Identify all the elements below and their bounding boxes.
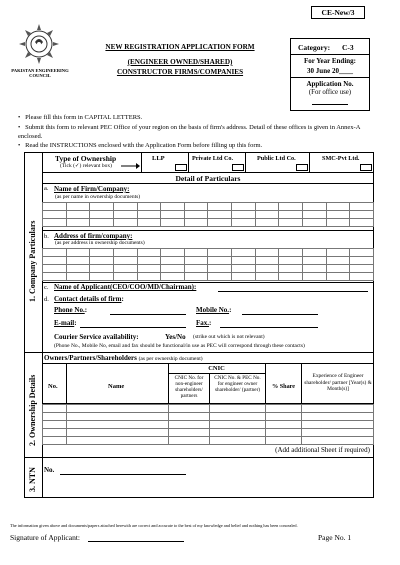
item-b-top	[42, 230, 374, 231]
owners-heading-bottom	[42, 363, 374, 364]
ownership-col-sep-1	[188, 152, 189, 173]
signature-label: Signature of Applicant:	[10, 533, 80, 542]
signature-field[interactable]	[88, 541, 184, 542]
contact-note: (Phone No., Mobile No, email and fax should be functional/in use as PEC will correspond through these contacts)	[54, 343, 305, 349]
page-number: Page No. 1	[318, 533, 352, 542]
tick-note: (Tick (✓) relevant box)	[60, 163, 112, 169]
detail-heading-bottom	[42, 183, 374, 184]
col-name-header: Name	[108, 383, 125, 390]
instruction-1: • Please fill this form in CAPITAL LETTERS.	[18, 114, 143, 121]
option-private-ltd: Private Ltd Co.	[192, 155, 234, 162]
form-subtitle-2: CONSTRUCTOR FIRMS/COMPANIES	[116, 68, 244, 76]
col-share-header: % Share	[271, 383, 296, 390]
ntn-field[interactable]	[60, 474, 186, 475]
col-no-header: No.	[48, 383, 58, 390]
cnic-heading-bottom	[168, 373, 265, 374]
form-title: NEW REGISTRATION APPLICATION FORM	[105, 43, 255, 51]
applicant-name-label: Name of Applicant(CEO/COO/MD/Chairman):	[54, 283, 197, 291]
ownership-col-sep-2	[245, 152, 246, 173]
section-3-label: 3. NTN	[28, 467, 37, 492]
llp-checkbox[interactable]	[175, 164, 187, 171]
office-use-note: (For office use)	[308, 89, 352, 96]
contact-details-label: Contact details of firm:	[54, 295, 124, 303]
ownership-row-bottom	[42, 172, 374, 173]
mobile-label: Mobile No.:	[196, 306, 232, 314]
courier-value[interactable]: Yes/No	[165, 333, 186, 341]
ownership-arrow-icon	[120, 161, 140, 171]
year-label: For Year Ending:	[304, 57, 356, 65]
declaration-text: The information given above and documents/papers attached herewith are correct and accurate to the best of my knowledge and belief and nothing has been concealed.	[10, 523, 298, 528]
smc-pvt-checkbox[interactable]	[360, 164, 372, 171]
option-smc-pvt: SMC-Pvt Ltd.	[322, 155, 360, 162]
phone-field[interactable]	[110, 314, 186, 315]
firm-name-grid[interactable]	[42, 202, 374, 227]
applicant-name-field[interactable]	[218, 291, 368, 292]
instruction-3: • Read the INSTRUCTIONS enclosed with the Application Form before filling up this form.	[18, 142, 263, 149]
address-note: (as per address in ownership documents)	[55, 240, 145, 246]
detail-heading: Detail of Particulars	[175, 174, 241, 183]
ownership-col-sep-3	[309, 152, 310, 173]
item-b-letter: b.	[44, 233, 49, 240]
fax-field[interactable]	[220, 327, 318, 328]
address-label: Address of firm/company:	[54, 232, 133, 240]
mobile-field[interactable]	[242, 314, 318, 315]
owners-heading: Owners/Partners/Shareholders (as per ownership document)	[44, 354, 203, 362]
item-a-letter: a.	[44, 185, 49, 192]
section-3-top	[24, 457, 374, 458]
application-no-field[interactable]	[312, 104, 348, 105]
item-d-letter: d.	[44, 296, 49, 303]
courier-label: Courier Service availability:	[54, 333, 139, 341]
section-2-label: 2. Ownership Details	[28, 374, 37, 446]
additional-sheet-note: (Add additional Sheet if required)	[275, 446, 370, 454]
option-llp: LLP	[152, 155, 165, 162]
ntn-no-label: No.	[44, 466, 55, 474]
public-ltd-checkbox[interactable]	[296, 164, 308, 171]
category-value: C-3	[342, 43, 354, 52]
col-cnic-header: CNIC	[208, 365, 225, 372]
application-no-label: Application No.	[306, 80, 354, 88]
option-public-ltd: Public Ltd Co.	[257, 155, 296, 162]
category-label: Category:	[298, 43, 331, 52]
year-value: 30 June 20____	[307, 67, 353, 75]
fax-label: Fax.:	[196, 319, 212, 327]
ownership-type-label: Type of Ownership	[55, 154, 117, 163]
courier-note: (strike out which is not relevant)	[193, 334, 265, 340]
section-1-label: 1. Company Particulars	[28, 220, 37, 302]
item-c-letter: c.	[44, 284, 49, 291]
col-cnic-engineer-header: CNIC No. & PEC No. for engineer owner shareholder/ (partner)	[214, 375, 261, 393]
email-field[interactable]	[80, 327, 186, 328]
email-label: E-mail:	[54, 319, 77, 327]
form-subtitle-1: (ENGINEER OWNED/SHARED)	[127, 58, 233, 66]
instruction-2: • Submit this form to relevant PEC Office of your region on the basis of firm's address. Detail of these offices is given in Annex-A enclosed.	[18, 124, 361, 140]
col-experience-header: Experience of Engineer shareholder/ partner [Year(s) & Month(s)]	[304, 373, 372, 392]
address-grid[interactable]	[42, 248, 374, 281]
firm-name-note: (as per name in ownership documents)	[55, 194, 141, 200]
ownership-col-sep-0	[141, 152, 142, 173]
section-2-top	[24, 352, 374, 353]
pec-logo	[16, 22, 62, 66]
form-code: CE-New/3	[311, 6, 365, 19]
private-ltd-checkbox[interactable]	[232, 164, 244, 171]
category-divider-1	[290, 54, 370, 55]
category-divider-2	[290, 77, 370, 78]
firm-name-label: Name of Firm/Company:	[54, 185, 130, 193]
owners-table-body[interactable]	[42, 404, 374, 445]
col-cnic-non-engineer-header: CNIC No. for non-engineer shareholders/ partners	[174, 375, 204, 399]
phone-label: Phone No.:	[54, 306, 88, 314]
council-name: PAKISTAN ENGINEERING COUNCIL	[11, 68, 69, 78]
